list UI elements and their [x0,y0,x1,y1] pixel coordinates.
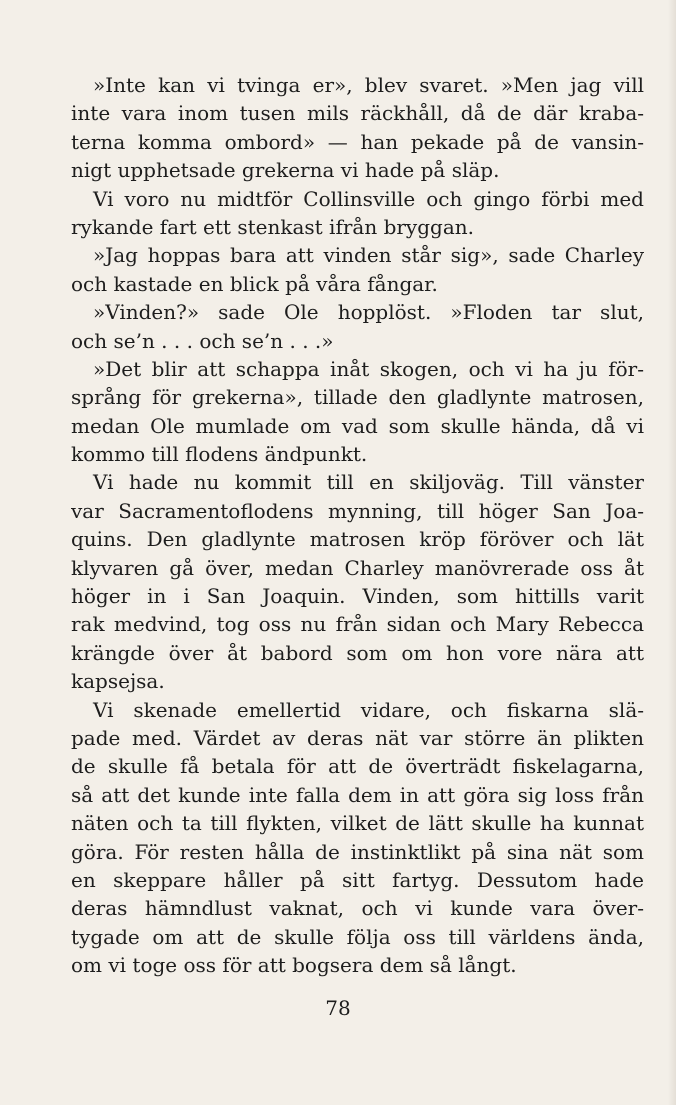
text-line: om vi toge oss för att bogsera dem så långt. [71,953,517,978]
text-line: krängde över åt babord som om hon vore nära att [71,640,644,665]
text-line: så att det kunde inte falla dem in att göra sig loss från [71,782,644,807]
body-text [71,71,644,980]
text-line: terna komma ombord» — han pekade på de vansin- [71,129,644,154]
text-line: höger in i San Joaquin. Vinden, som hittills varit [71,584,644,609]
text-line: medan Ole mumlade om vad som skulle hända, då vi [71,413,644,438]
text-line: en skeppare håller på sitt fartyg. Dessutom hade [71,867,644,892]
text-line: Vi hade nu kommit till en skiljoväg. Till vänster [93,470,644,495]
text-line: var Sacramentoflodens mynning, till höger San Joa- [71,498,644,523]
text-line: och se’n . . . och se’n . . .» [71,328,334,353]
text-line: tygade om att de skulle följa oss till världens ända, [71,924,644,949]
text-line: rykande fart ett stenkast ifrån bryggan. [71,214,474,239]
text-line: nigt upphetsade grekerna vi hade på släp. [71,158,500,183]
text-line: klyvaren gå över, medan Charley manövrerade oss åt [71,555,644,580]
text-line: »Vinden?» sade Ole hopplöst. »Floden tar slut, [93,300,644,325]
text-line: inte vara inom tusen mils räckhåll, då de där kraba- [71,101,644,126]
text-line: kommo till flodens ändpunkt. [71,442,368,467]
text-line: rak medvind, tog oss nu från sidan och Mary Rebecca [71,612,644,637]
text-line: »Inte kan vi tvinga er», blev svaret. »Men jag vill [93,73,644,97]
text-line: deras hämndlust vaknat, och vi kunde vara över- [71,896,644,921]
text-line: näten och ta till flykten, vilket de lätt skulle ha kunnat [71,811,644,836]
text-line: göra. För resten hålla de instinktlikt på sina nät som [71,839,644,864]
text-line: Vi skenade emellertid vidare, och fiskarna slä- [93,697,644,722]
text-line: »Jag hoppas bara att vinden står sig», sade Charley [93,243,644,268]
text-line: quins. Den gladlynte matrosen kröp föröver och lät [71,527,644,552]
text-line: de skulle få betala för att de överträdt fiskelagarna, [71,754,644,779]
text-line: och kastade en blick på våra fångar. [71,271,438,296]
text-line: språng för grekerna», tillade den gladlynte matrosen, [71,385,644,410]
text-line: Vi voro nu midtför Collinsville och gingo förbi med [93,186,644,211]
page-number: 78 [325,996,351,1020]
text-line: pade med. Värdet av deras nät var större än plikten [71,725,644,750]
text-line: kapsejsa. [71,669,165,694]
text-line: »Det blir att schappa inåt skogen, och vi ha ju för- [93,356,644,381]
